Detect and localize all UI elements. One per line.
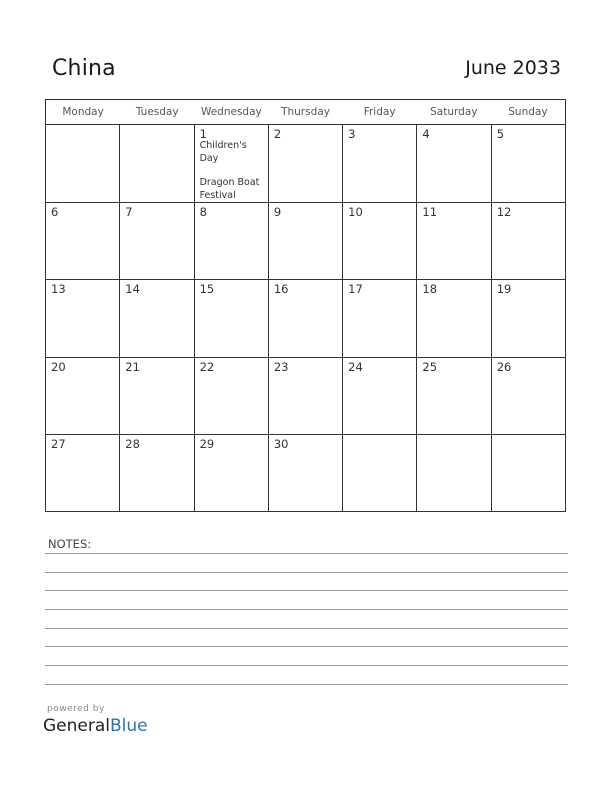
day-cell <box>46 280 119 357</box>
day-cell <box>119 125 193 202</box>
notes-line <box>45 590 568 591</box>
day-cell <box>491 358 565 435</box>
day-number: 1 <box>199 127 207 141</box>
week-row <box>46 125 565 203</box>
page-title-country: China <box>52 56 116 81</box>
day-number: 18 <box>422 282 438 297</box>
brand-name-blue: Blue <box>110 716 148 736</box>
calendar-grid <box>45 99 566 512</box>
day-number: 8 <box>199 204 207 219</box>
notes-line <box>45 684 568 685</box>
day-cell <box>46 435 119 512</box>
day-number: 30 <box>273 437 289 452</box>
day-cell <box>119 358 193 435</box>
weekday-label: Tuesday <box>135 106 179 118</box>
day-number: 23 <box>273 359 289 374</box>
day-number: 20 <box>51 359 66 374</box>
day-cell <box>119 203 193 280</box>
day-cell <box>491 203 565 280</box>
weekday-label: Monday <box>62 106 104 118</box>
powered-by-text: powered by <box>47 704 105 714</box>
brand-name-general: General <box>43 716 110 736</box>
day-cell <box>491 125 565 202</box>
day-number: 3 <box>348 127 356 141</box>
day-cell <box>416 358 490 435</box>
week-row <box>46 435 565 512</box>
week-row <box>46 203 565 281</box>
notes-label: NOTES: <box>48 537 92 551</box>
day-number: 22 <box>199 359 215 374</box>
day-cell <box>342 203 416 280</box>
weekday-label: Thursday <box>281 106 330 118</box>
day-number: 21 <box>125 359 140 374</box>
day-cell <box>194 280 268 357</box>
notes-line <box>45 665 568 666</box>
notes-line <box>45 628 568 629</box>
day-cell <box>491 435 565 512</box>
notes-line <box>45 553 568 554</box>
day-number: 26 <box>496 359 512 374</box>
day-number: 13 <box>51 282 66 297</box>
day-cell <box>119 435 193 512</box>
day-number: 15 <box>199 282 215 297</box>
day-number: 19 <box>496 282 512 297</box>
day-cell <box>491 280 565 357</box>
notes-line <box>45 572 568 573</box>
day-number: 16 <box>273 282 289 297</box>
day-number: 2 <box>273 127 282 141</box>
weekday-label: Saturday <box>430 106 478 118</box>
holiday-event: Dragon Boat Festival <box>199 177 260 201</box>
day-number: 7 <box>125 204 133 219</box>
day-cell <box>416 435 490 512</box>
day-number: 5 <box>496 127 505 141</box>
weekday-label: Wednesday <box>200 106 262 118</box>
day-cell <box>194 435 268 512</box>
day-cell <box>194 358 268 435</box>
day-cell <box>342 358 416 435</box>
day-cell <box>46 125 119 202</box>
day-number: 29 <box>199 437 215 452</box>
weekday-header <box>46 100 565 125</box>
weekday-label: Sunday <box>508 106 548 118</box>
day-cell <box>194 203 268 280</box>
month-year: June 2033 <box>465 57 561 79</box>
day-cell <box>268 125 342 202</box>
day-number: 12 <box>496 204 512 219</box>
notes-line <box>45 609 568 610</box>
day-cell <box>416 280 490 357</box>
day-cell <box>268 435 342 512</box>
day-number: 14 <box>125 282 140 297</box>
day-number: 24 <box>348 359 363 374</box>
day-cell <box>342 280 416 357</box>
day-cell <box>342 435 416 512</box>
day-number: 11 <box>422 204 438 219</box>
day-cell <box>342 125 416 202</box>
day-number: 10 <box>348 204 363 219</box>
day-cell <box>268 280 342 357</box>
day-number: 4 <box>422 127 430 141</box>
brand-logo <box>43 716 148 736</box>
day-number: 17 <box>348 282 363 297</box>
day-cell <box>416 125 490 202</box>
day-number: 6 <box>51 204 59 219</box>
day-cell <box>119 280 193 357</box>
day-cell <box>46 358 119 435</box>
week-row <box>46 280 565 358</box>
day-cell <box>46 203 119 280</box>
day-cell <box>416 203 490 280</box>
holiday-event: Children's Day <box>199 140 247 164</box>
notes-line <box>45 646 568 647</box>
day-number: 25 <box>422 359 438 374</box>
day-cell <box>268 203 342 280</box>
day-number: 28 <box>125 437 140 452</box>
day-number: 9 <box>273 204 282 219</box>
day-number: 27 <box>51 437 66 452</box>
day-cell <box>268 358 342 435</box>
week-row <box>46 358 565 436</box>
weekday-label: Friday <box>363 106 396 118</box>
day-cell <box>194 125 268 202</box>
